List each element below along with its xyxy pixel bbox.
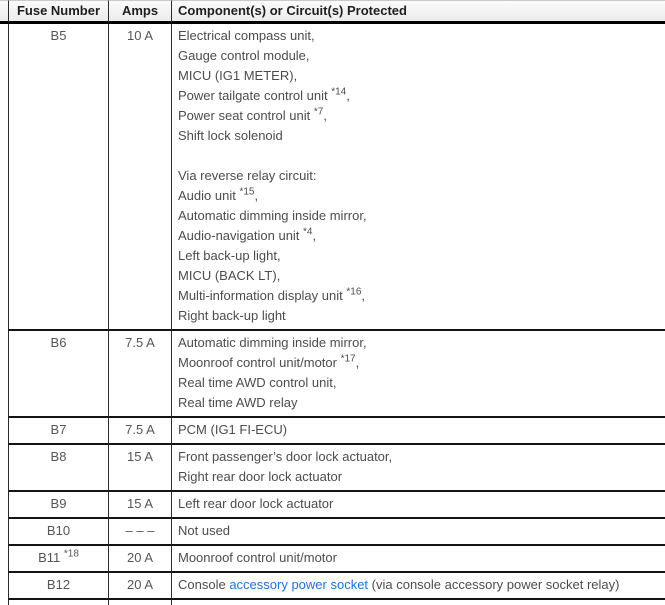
text-segment: B12 — [46, 577, 71, 592]
components-cell — [172, 331, 665, 418]
table-row — [0, 492, 665, 519]
component-line — [178, 86, 657, 106]
text-segment: MICU (IG1 METER), — [178, 68, 298, 83]
amps-cell: 15 A — [109, 445, 172, 492]
text-segment: B5 — [50, 28, 67, 43]
component-line — [178, 246, 657, 266]
table-row — [0, 546, 665, 573]
margin-cell — [0, 600, 8, 605]
components-cell — [172, 573, 665, 600]
component-line — [178, 575, 657, 595]
fuse-table-body — [0, 24, 665, 600]
text-segment: , — [361, 288, 365, 303]
text-segment: Moonroof control unit/motor — [178, 355, 341, 370]
text-segment: Audio unit — [178, 188, 240, 203]
footnote-ref: *4 — [303, 226, 313, 238]
component-line — [178, 166, 657, 186]
text-segment: Automatic dimming inside mirror, — [178, 335, 367, 350]
column-header-amps: Amps — [109, 0, 172, 24]
text-segment: B7 — [50, 422, 67, 437]
amps-cell: 15 A — [109, 492, 172, 519]
component-line — [178, 548, 657, 568]
margin-cell — [0, 519, 8, 546]
component-line — [178, 521, 657, 541]
text-segment: Audio-navigation unit — [178, 228, 304, 243]
table-row — [0, 573, 665, 600]
fuse-number-cell — [8, 573, 109, 600]
footnote-ref: *7 — [313, 106, 324, 118]
footnote-ref: *18 — [63, 548, 79, 560]
column-header-fuse-number: Fuse Number — [8, 0, 109, 24]
components-cell — [172, 600, 665, 605]
text-segment: B6 — [50, 335, 67, 350]
component-line — [178, 286, 657, 306]
table-row — [0, 445, 665, 492]
text-segment: , — [323, 108, 327, 123]
text-segment: Electrical compass unit, — [178, 28, 315, 43]
component-line — [178, 266, 657, 286]
component-line — [178, 306, 657, 326]
header-left-margin — [0, 0, 8, 24]
components-cell — [172, 445, 665, 492]
component-line — [178, 206, 657, 226]
amps-cell: 20 A — [109, 546, 172, 573]
components-cell — [172, 546, 665, 573]
text-segment: B11 — [38, 550, 64, 565]
component-line — [178, 333, 657, 353]
fuse-number-cell — [8, 600, 109, 605]
amps-cell: – – – — [109, 519, 172, 546]
component-line — [178, 146, 657, 166]
component-line — [178, 373, 657, 393]
column-header-components: Component(s) or Circuit(s) Protected — [172, 0, 665, 24]
component-line — [178, 226, 657, 246]
margin-cell — [0, 418, 8, 445]
text-segment: , — [254, 188, 259, 203]
margin-cell — [0, 24, 8, 331]
amps-cell — [109, 600, 172, 605]
fuse-number-cell — [8, 519, 109, 546]
text-segment: Via reverse relay circuit: — [178, 168, 317, 183]
component-line — [178, 420, 657, 440]
component-line — [178, 467, 657, 487]
text-segment: MICU (BACK LT), — [178, 268, 281, 283]
component-line — [178, 46, 657, 66]
text-segment: Power tailgate control unit — [178, 88, 332, 103]
text-segment: , — [312, 228, 317, 243]
fuse-number-cell — [8, 546, 109, 573]
component-line — [178, 447, 657, 467]
table-row — [0, 418, 665, 445]
margin-cell — [0, 445, 8, 492]
component-line — [178, 126, 657, 146]
components-cell — [172, 492, 665, 519]
margin-cell — [0, 573, 8, 600]
component-link[interactable]: accessory power socket — [229, 577, 369, 592]
text-segment: Power seat control unit — [178, 108, 314, 123]
fuse-number-cell — [8, 492, 109, 519]
fuse-number-cell — [8, 24, 109, 331]
margin-cell — [0, 492, 8, 519]
text-segment: Gauge control module, — [178, 48, 310, 63]
text-segment: Real time AWD relay — [178, 395, 298, 410]
component-line — [178, 353, 657, 373]
footnote-ref: *17 — [340, 353, 356, 365]
fuse-number-cell — [8, 445, 109, 492]
fuse-number-cell — [8, 418, 109, 445]
text-segment: Right back-up light — [178, 308, 286, 323]
amps-cell: 20 A — [109, 573, 172, 600]
text-segment: Moonroof control unit/motor — [178, 550, 337, 565]
text-segment: Not used — [178, 523, 231, 538]
text-segment: PCM (IG1 FI-ECU) — [178, 422, 288, 437]
text-segment: Automatic dimming inside mirror, — [178, 208, 367, 223]
components-cell — [172, 418, 665, 445]
table-row — [0, 24, 665, 331]
components-cell — [172, 519, 665, 546]
text-segment: Front passenger’s door lock actuator, — [178, 449, 393, 464]
component-line — [178, 106, 657, 126]
text-segment: B10 — [46, 523, 71, 538]
text-segment: Multi-information display unit — [178, 288, 347, 303]
component-line — [178, 494, 657, 514]
text-segment: Real time AWD control unit, — [178, 375, 337, 390]
fuse-number-cell — [8, 331, 109, 418]
component-line — [178, 26, 657, 46]
text-segment: Console — [178, 577, 230, 592]
text-segment: Right rear door lock actuator — [178, 469, 343, 484]
text-segment: B9 — [50, 496, 67, 511]
margin-cell — [0, 331, 8, 418]
amps-cell: 7.5 A — [109, 418, 172, 445]
components-cell — [172, 24, 665, 331]
partial-next-row — [0, 600, 665, 605]
text-segment: Left rear door lock actuator — [178, 496, 334, 511]
footnote-ref: *14 — [331, 86, 347, 98]
text-segment: , — [355, 355, 360, 370]
text-segment: B8 — [50, 449, 67, 464]
amps-cell: 7.5 A — [109, 331, 172, 418]
text-segment: Shift lock solenoid — [178, 128, 283, 143]
amps-cell: 10 A — [109, 24, 172, 331]
table-header-row — [0, 0, 665, 24]
component-line — [178, 66, 657, 86]
component-line — [178, 186, 657, 206]
footnote-ref: *16 — [346, 286, 362, 298]
text-segment: Left back-up light, — [178, 248, 281, 263]
table-row — [0, 331, 665, 418]
component-line — [178, 393, 657, 413]
footnote-ref: *15 — [239, 186, 255, 198]
margin-cell — [0, 546, 8, 573]
text-segment: , — [346, 88, 350, 103]
table-row — [0, 519, 665, 546]
text-segment: (via console accessory power socket relay) — [368, 577, 620, 592]
